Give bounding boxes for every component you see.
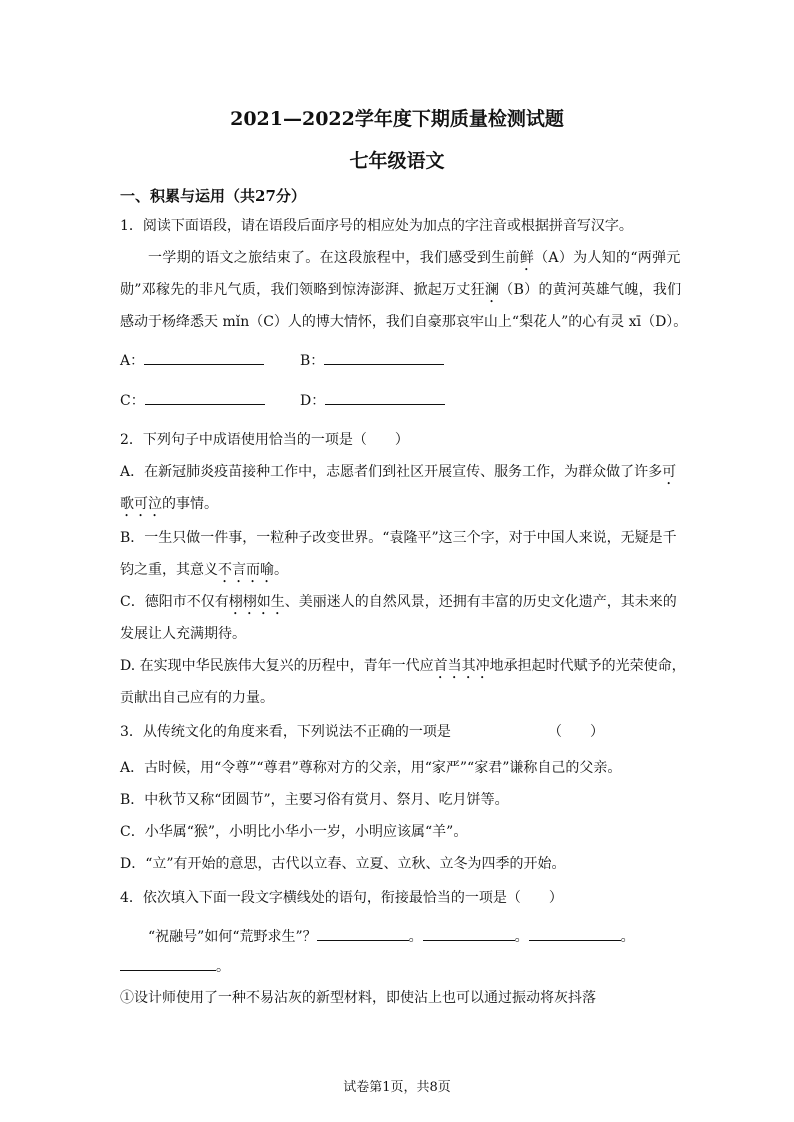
- q2-text: A．在新冠肺炎疫苗接种工作中，志愿者们到社区开展宣传、服务工作，为群众做了许多: [120, 464, 663, 480]
- q4-passage-line2: [120, 956, 230, 977]
- q4-blank-4[interactable]: [120, 956, 216, 971]
- q2-text: 地承担起时代赋予的光荣使命，: [489, 658, 686, 674]
- q1-dotted-char-b: 澜: [484, 282, 500, 298]
- exam-title: 2021—2022学年度下期质量检测试题: [230, 108, 564, 130]
- q2-option-b-line1: B．一生只做一件事，一粒种子改变世界。“袁隆平”这三个字，对于中国人来说，无疑是千: [120, 530, 677, 546]
- q1-passage-line1: [148, 248, 681, 274]
- q1-answer-a: [120, 350, 264, 371]
- q2-dotted-text: 栩栩如生: [228, 594, 285, 610]
- q1-text: 勋”邓稼先的非凡气质，我们领略到惊涛澎湃、掀起万丈狂: [120, 282, 485, 298]
- q3-stem: 3．从传统文化的角度来看，下列说法不正确的一项是: [120, 724, 451, 740]
- q2-option-a-line1: [120, 462, 676, 488]
- q1-passage-line2: [120, 280, 681, 306]
- page-footer: 试卷第1页，共8页: [343, 1080, 451, 1095]
- q4-sentence-1: ①设计师使用了一种不易沾灰的新型材料，即使沾上也可以通过振动将灰抖落: [120, 990, 596, 1006]
- q2-option-c-line1: [120, 592, 677, 618]
- q2-option-b-line2: [120, 560, 288, 586]
- q1-passage-line3: 感动于杨绛悉天 mǐn（C）人的博大情怀，我们自豪那哀牢山上“梨花人”的心有灵 xī（D）。: [120, 314, 688, 330]
- q4-blank-2[interactable]: [423, 926, 515, 941]
- answer-blank-a[interactable]: [144, 350, 264, 365]
- answer-label-d: D：: [300, 393, 326, 409]
- q4-punct: 。: [408, 929, 423, 945]
- q1-text: （A）为人知的“两弹元: [534, 250, 681, 266]
- q2-text: 的事情。: [162, 496, 218, 512]
- q1-dotted-char-a: 鲜: [519, 250, 535, 266]
- q2-text: 。: [274, 562, 288, 578]
- answer-label-c: C：: [120, 393, 145, 409]
- q2-dotted-text: 不言而喻: [218, 562, 274, 578]
- q2-text: C．德阳市不仅有: [120, 594, 229, 610]
- answer-blank-d[interactable]: [325, 390, 445, 405]
- q3-option-b: B．中秋节又称“团圆节”，主要习俗有赏月、祭月、吃月饼等。: [120, 792, 509, 808]
- q2-option-d-line1: [120, 656, 686, 682]
- section-heading: 一、积累与运用（共27分）: [120, 187, 306, 205]
- q1-text: 一学期的语文之旅结束了。在这段旅程中，我们感受到生前: [148, 250, 520, 266]
- q2-dotted-text: 可: [662, 464, 677, 480]
- q4-blank-1[interactable]: [317, 926, 409, 941]
- q4-punct: 。: [216, 959, 230, 975]
- q2-dotted-text: 首当其冲: [433, 658, 490, 674]
- q2-text: D. 在实现中华民族伟大复兴的历程中，青年一代应: [120, 658, 434, 674]
- q2-option-a-line2: [120, 494, 218, 520]
- q2-stem: 2．下列句子中成语使用恰当的一项是（ ）: [120, 432, 409, 448]
- q3-option-a: A．古时候，用“令尊”“尊君”尊称对方的父亲，用“家严”“家君”谦称自己的父亲。: [120, 760, 622, 776]
- exam-subtitle: 七年级语文: [349, 150, 445, 172]
- q4-stem: 4．依次填入下面一段文字横线处的语句，衔接最恰当的一项是（ ）: [120, 890, 563, 906]
- q3-answer-paren: （ ）: [548, 724, 604, 740]
- answer-label-a: A：: [120, 353, 145, 369]
- q3-option-c: C．小华属“猴”，小明比小华小一岁，小明应该属“羊”。: [120, 824, 468, 840]
- q1-answer-c: [120, 390, 265, 411]
- q4-text: “祝融号”如何“荒野求生”？: [148, 929, 317, 945]
- q2-text: 、美丽迷人的自然风景，还拥有丰富的历史文化遗产，其未来的: [284, 594, 677, 610]
- q1-answer-d: [300, 390, 445, 411]
- q2-text: 钧之重，其意义: [120, 562, 218, 578]
- q4-passage: [148, 926, 635, 947]
- q2-option-d-line2: 贡献出自己应有的力量。: [120, 690, 274, 706]
- q1-text: （B）的黄河英雄气魄，我们: [499, 282, 682, 298]
- q4-blank-3[interactable]: [529, 926, 621, 941]
- answer-blank-c[interactable]: [145, 390, 265, 405]
- q1-stem: 1．阅读下面语段，请在语段后面序号的相应处为加点的字注音或根据拼音写汉字。: [120, 218, 633, 234]
- q2-dotted-text: 歌可泣: [120, 496, 162, 512]
- q3-option-d: D．“立”有开始的意思，古代以立春、立夏、立秋、立冬为四季的开始。: [120, 856, 566, 872]
- answer-label-b: B：: [300, 353, 325, 369]
- q4-punct: 。: [620, 929, 635, 945]
- q1-answer-b: [300, 350, 444, 371]
- answer-blank-b[interactable]: [324, 350, 444, 365]
- q4-punct: 。: [514, 929, 529, 945]
- q2-option-c-line2: 发展让人充满期待。: [120, 626, 246, 642]
